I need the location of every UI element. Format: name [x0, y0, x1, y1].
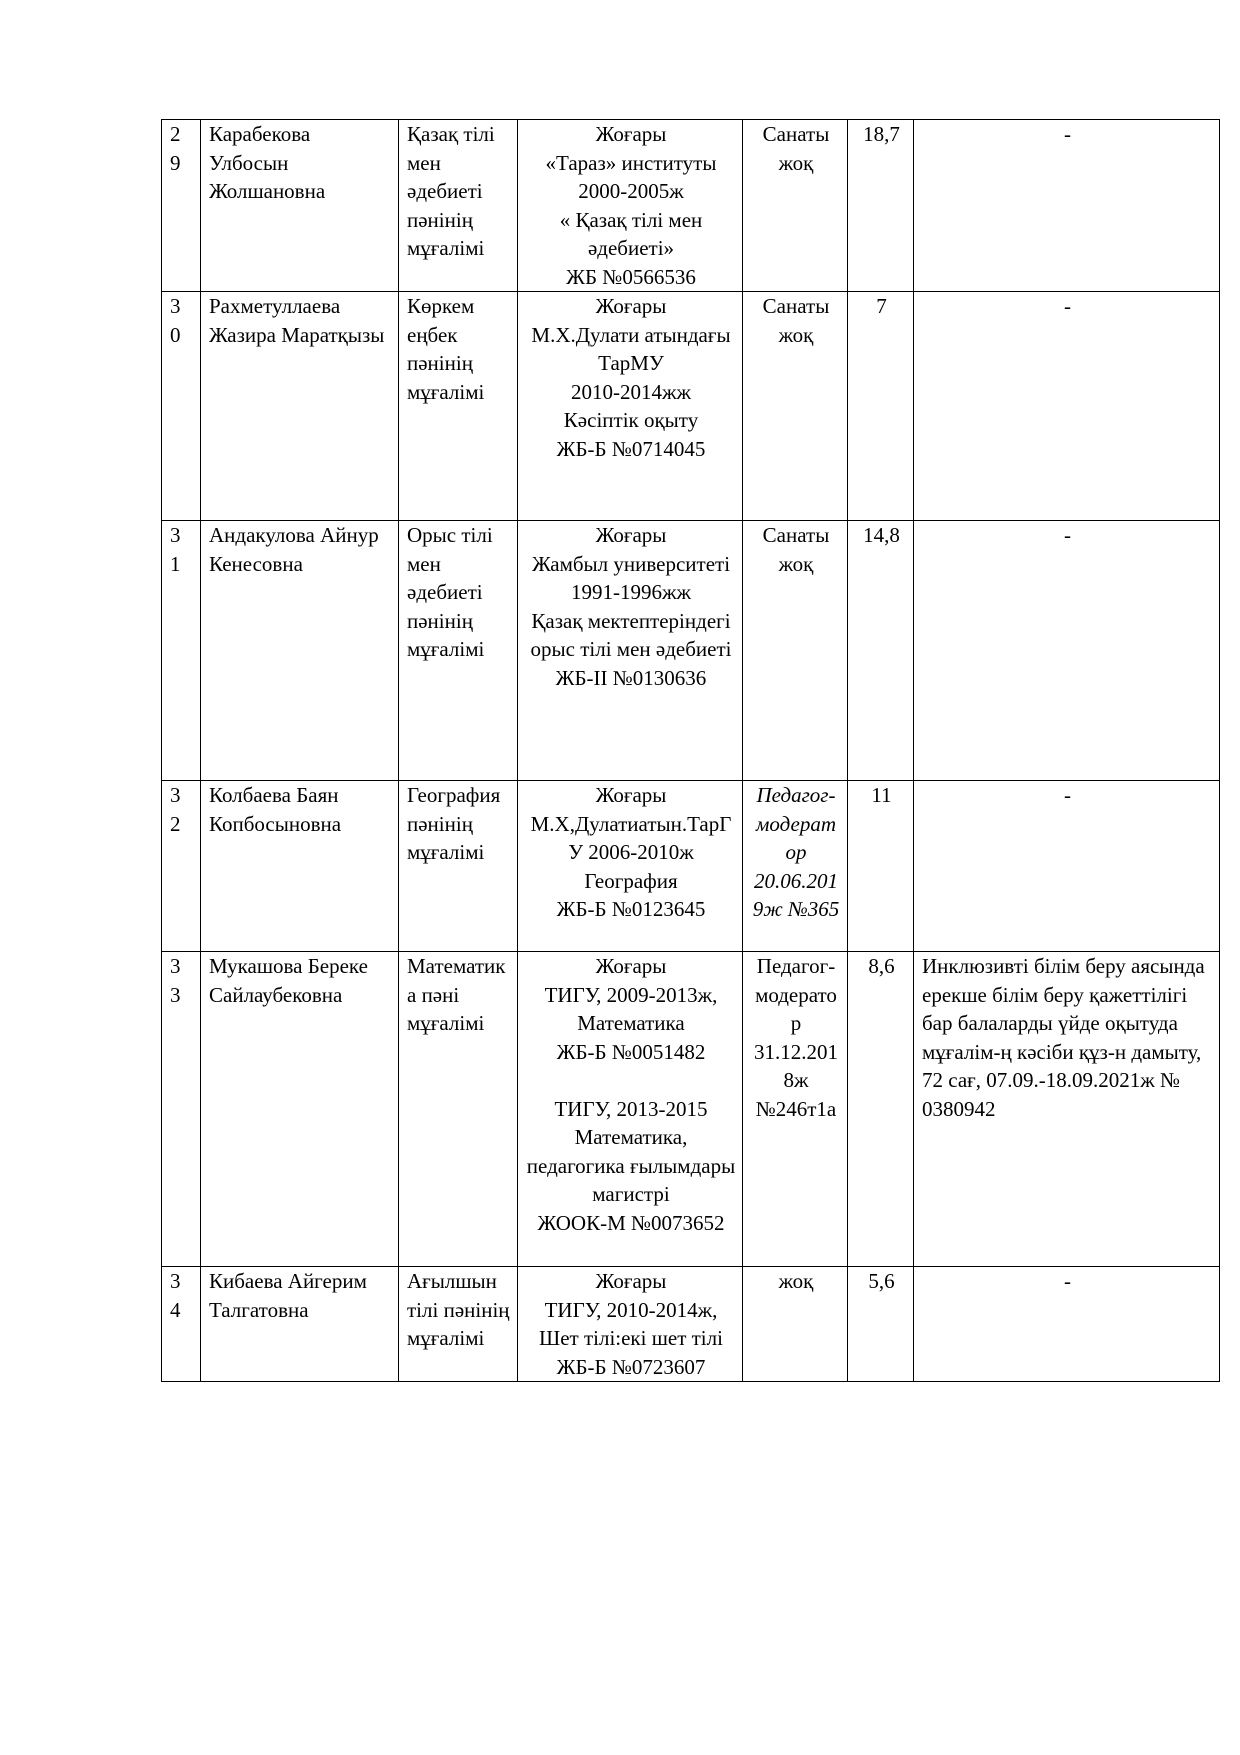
teacher-subject: География пәнінің мұғалімі [399, 781, 518, 952]
teacher-name: Колбаева Баян Копбосыновна [201, 781, 399, 952]
table-row [162, 781, 1220, 952]
row-number: 3 3 [162, 952, 201, 1267]
teacher-education: Жоғары ТИГУ, 2009-2013ж, Математика ЖБ-Б №0051482 ТИГУ, 2013-2015 Математика, педагогика ғылымдары магистрі ЖООК-М №0073652 [518, 952, 743, 1267]
teacher-subject: Ағылшын тілі пәнінің мұғалімі [399, 1267, 518, 1382]
table-row [162, 952, 1220, 1267]
teacher-course: - [914, 781, 1220, 952]
teacher-name: Карабекова Улбосын Жолшановна [201, 120, 399, 292]
teacher-experience: 14,8 [848, 521, 914, 781]
teacher-name: Мукашова Береке Сайлаубековна [201, 952, 399, 1267]
teacher-course: - [914, 521, 1220, 781]
table-row [162, 292, 1220, 521]
table-row [162, 1267, 1220, 1382]
teacher-subject: Математика пәні мұғалімі [399, 952, 518, 1267]
teacher-education: Жоғары «Тараз» институты 2000-2005ж « Қазақ тілі мен әдебиеті» ЖБ №0566536 [518, 120, 743, 292]
teacher-education: Жоғары Жамбыл университеті 1991-1996жж Қазақ мектептеріндегі орыс тілі мен әдебиеті ЖБ-ІІ №0130636 [518, 521, 743, 781]
teacher-education: Жоғары М.Х.Дулати атындағы ТарМУ 2010-2014жж Кәсіптік оқыту ЖБ-Б №0714045 [518, 292, 743, 521]
teacher-category: Санаты жоқ [743, 120, 848, 292]
teacher-subject: Қазақ тілі мен әдебиеті пәнінің мұғалімі [399, 120, 518, 292]
teacher-category: жоқ [743, 1267, 848, 1382]
row-number: 3 4 [162, 1267, 201, 1382]
teacher-name: Рахметуллаева Жазира Маратқызы [201, 292, 399, 521]
teacher-name: Кибаева Айгерим Талгатовна [201, 1267, 399, 1382]
teacher-course: Инклюзивті білім беру аясында ерекше білім беру қажеттілігі бар балаларды үйде оқытуда мұғалім-ң кәсіби құз-н дамыту, 72 сағ, 07.09.-18.09.2021ж № 0380942 [914, 952, 1220, 1267]
teacher-category: Педагог-модератор 31.12.2018ж №246т1а [743, 952, 848, 1267]
teacher-category: Санаты жоқ [743, 292, 848, 521]
education-gap [526, 1066, 736, 1095]
teacher-course: - [914, 292, 1220, 521]
teacher-subject: Көркем еңбек пәнінің мұғалімі [399, 292, 518, 521]
teacher-education: Жоғары ТИГУ, 2010-2014ж, Шет тілі:екі шет тілі ЖБ-Б №0723607 [518, 1267, 743, 1382]
teacher-experience: 11 [848, 781, 914, 952]
row-number: 3 1 [162, 521, 201, 781]
teacher-course: - [914, 120, 1220, 292]
teacher-subject: Орыс тілі мен әдебиеті пәнінің мұғалімі [399, 521, 518, 781]
row-number: 3 2 [162, 781, 201, 952]
table-body [162, 120, 1220, 1382]
staff-table [161, 119, 1220, 1382]
teacher-name: Андакулова Айнур Кенесовна [201, 521, 399, 781]
teacher-education: Жоғары М.Х,Дулатиатын.ТарГУ 2006-2010ж География ЖБ-Б №0123645 [518, 781, 743, 952]
teacher-experience: 18,7 [848, 120, 914, 292]
table-row [162, 521, 1220, 781]
row-number: 2 9 [162, 120, 201, 292]
teacher-category: Санаты жоқ [743, 521, 848, 781]
row-number: 3 0 [162, 292, 201, 521]
teacher-experience: 8,6 [848, 952, 914, 1267]
teacher-course: - [914, 1267, 1220, 1382]
teacher-experience: 7 [848, 292, 914, 521]
teacher-experience: 5,6 [848, 1267, 914, 1382]
teacher-category: Педагог-модератор 20.06.2019ж №365 [743, 781, 848, 952]
table-row [162, 120, 1220, 292]
